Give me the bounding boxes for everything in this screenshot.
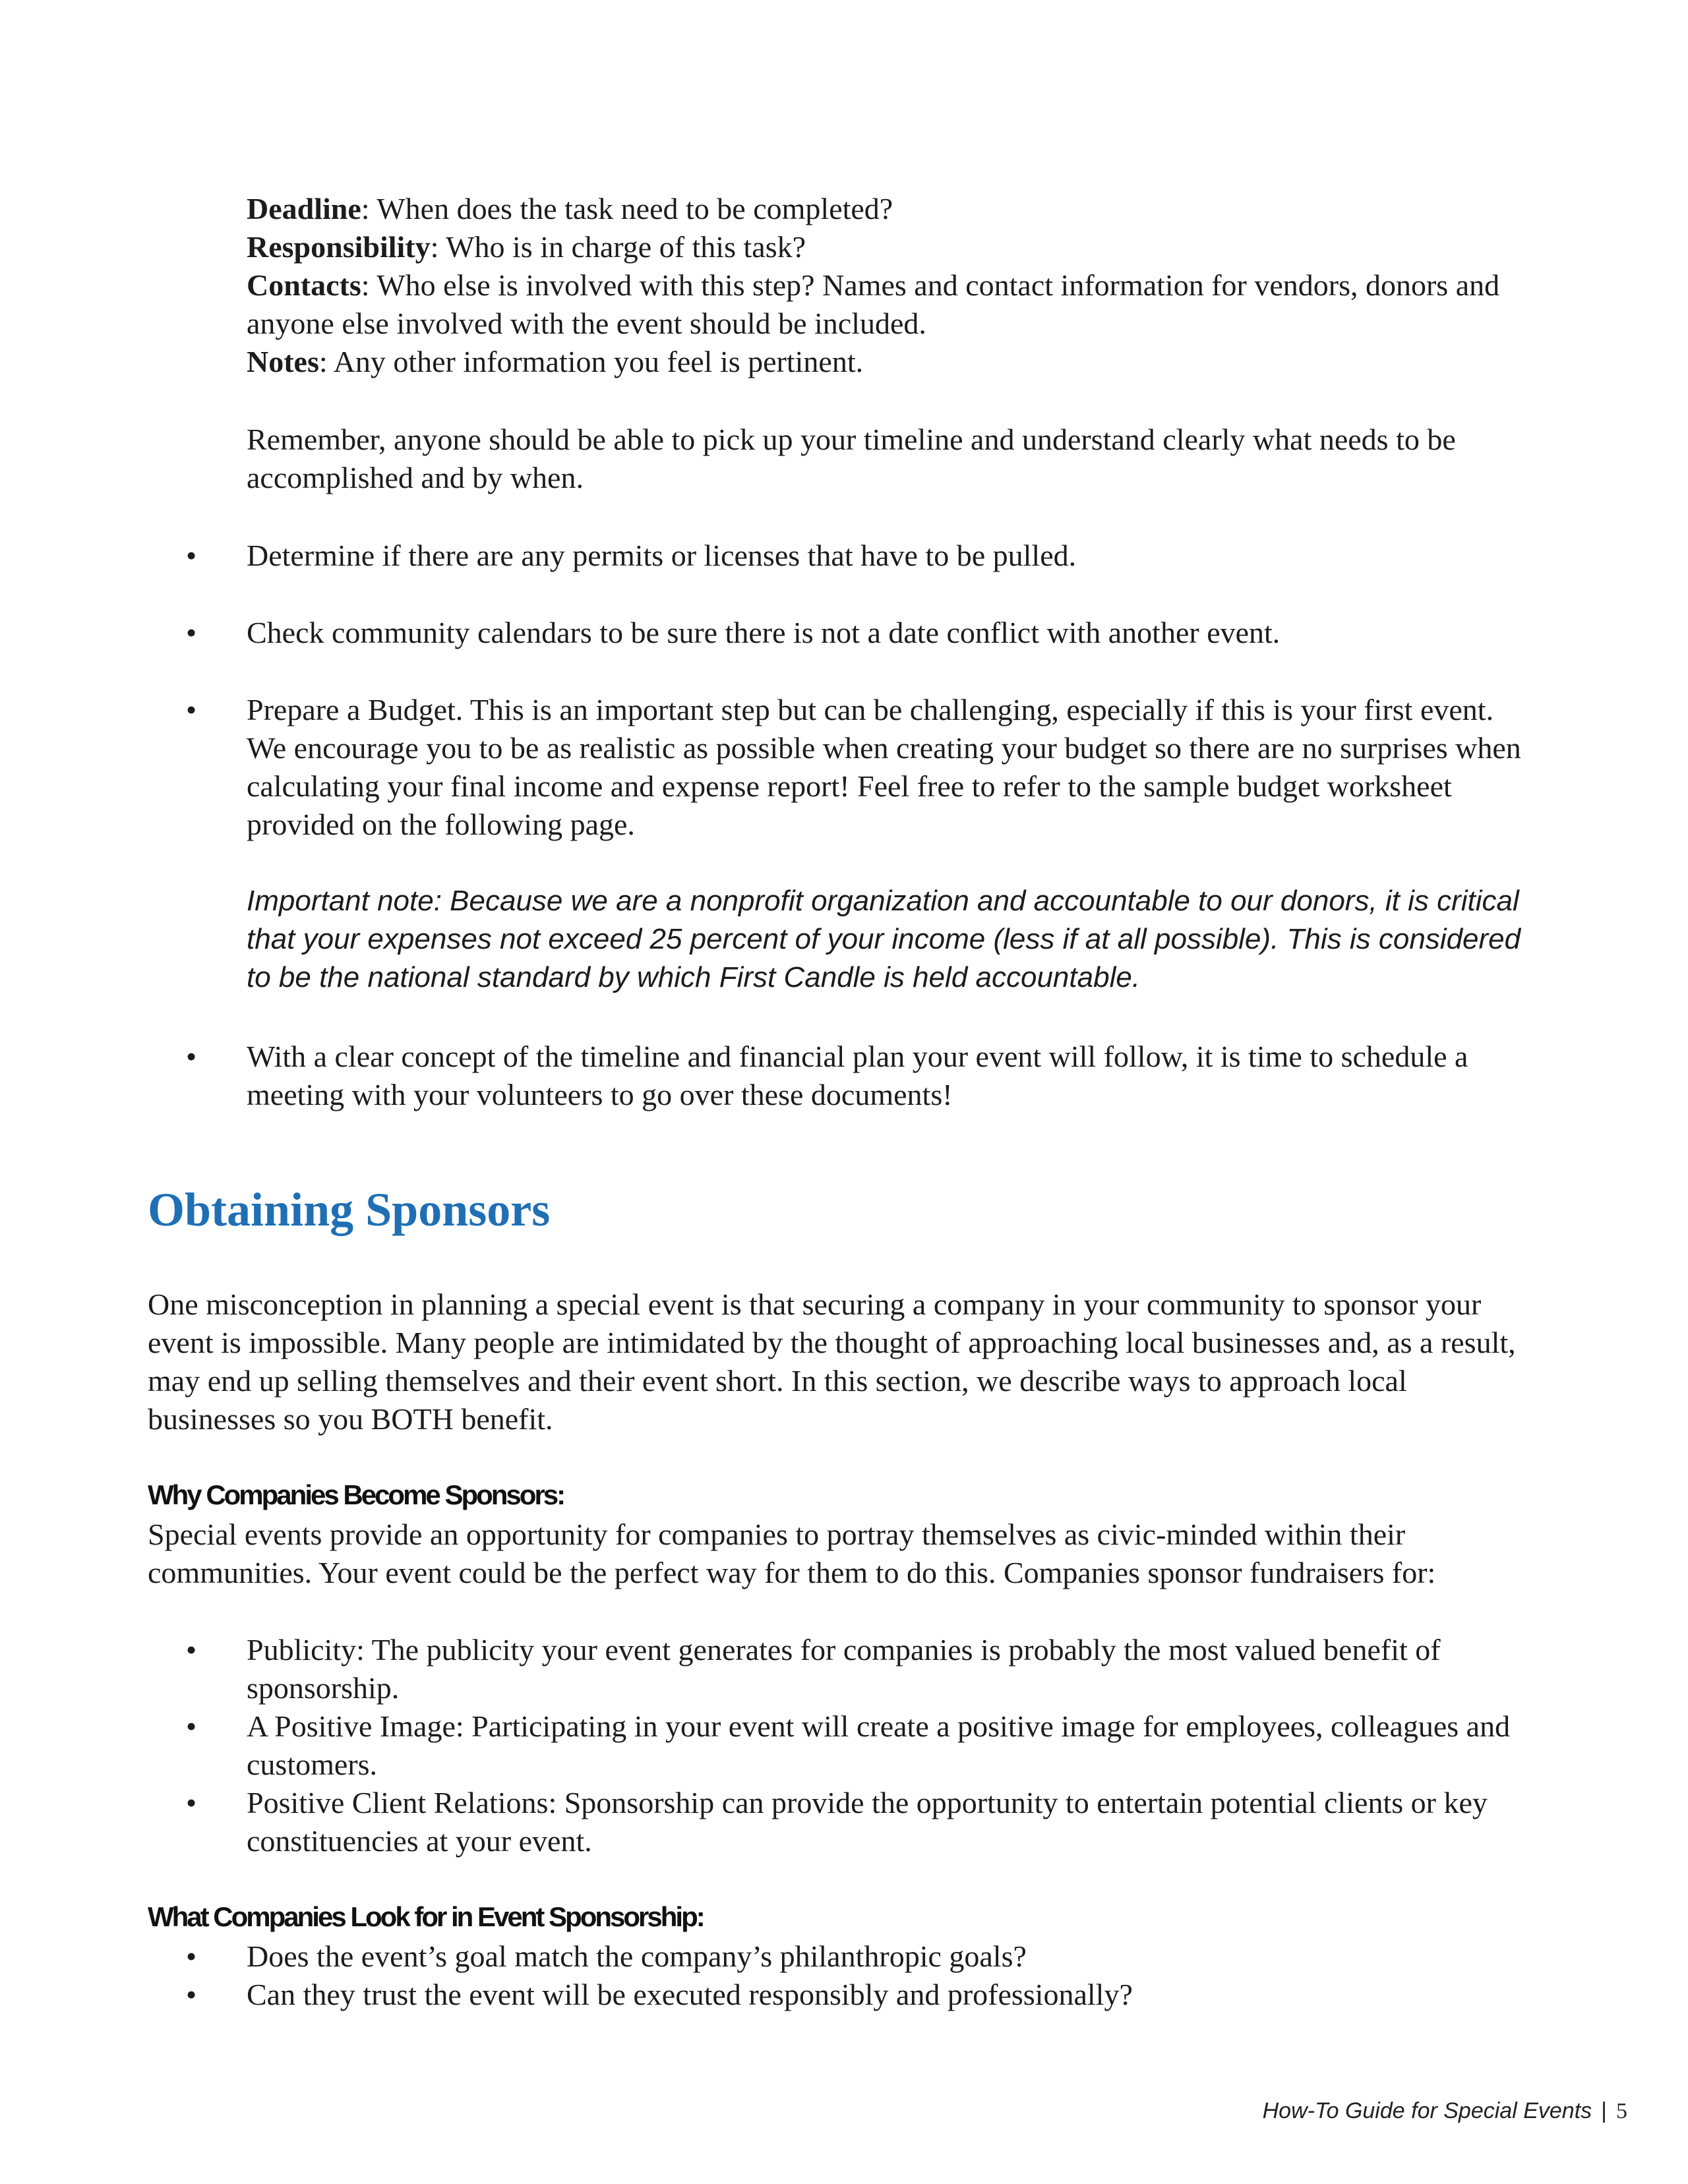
bullet-icon: •	[186, 1978, 197, 2011]
why-heading: Why Companies Become Sponsors:	[148, 1479, 564, 1510]
list-item-text: A Positive Image: Participating in your event will create a positive image for employees, colleagues and customers.	[247, 1709, 1511, 1781]
bullet-icon: •	[186, 1786, 197, 1819]
field-label: Contacts	[247, 268, 361, 302]
important-note: Important note: Because we are a nonprofit organization and accountable to our donors, it is critical that your expenses not exceed 25 percent of your income (less if at all possible). This is considered to be the national standard by which First Candle is held accountable.	[247, 885, 1521, 993]
field-contacts	[247, 266, 1539, 343]
field-label: Responsibility	[247, 230, 431, 264]
list-item-text: Prepare a Budget. This is an important step but can be challenging, especially if this is your first event. We encourage you to be as realistic as possible when creating your budget so there are no surprises when calculating your final income and expense report! Feel free to refer to the sample budget worksheet provided on the following page.	[247, 693, 1521, 841]
list-item-text: Check community calendars to be sure there is not a date conflict with another event.	[247, 616, 1281, 649]
page-footer	[1263, 2096, 1627, 2126]
footer-title: How-To Guide for Special Events	[1262, 2098, 1592, 2123]
field-text: Who else is involved with this step? Names and contact information for vendors, donors and anyone else involved with the event should be included.	[247, 268, 1500, 340]
field-responsibility	[247, 228, 1539, 266]
bullet-icon: •	[186, 1040, 197, 1073]
list-item-text: Publicity: The publicity your event generates for companies is probably the most valued benefit of sponsorship.	[247, 1633, 1441, 1705]
field-deadline	[247, 190, 1539, 228]
bullet-icon: •	[186, 1709, 197, 1743]
field-separator: :	[318, 345, 334, 378]
bullet-icon: •	[186, 693, 197, 726]
bullet-icon: •	[186, 1939, 197, 1973]
field-separator: :	[361, 268, 377, 302]
section-intro: One misconception in planning a special event is that securing a company in your community to sponsor your event is impossible. Many people are intimidated by the thought of approaching local businesses and, as a result, may end up selling themselves and their event short. In this section, we describe ways to approach local businesses so you BOTH benefit.	[148, 1287, 1516, 1436]
timeline-fields	[247, 190, 1539, 381]
list-item-text: Positive Client Relations: Sponsorship can provide the opportunity to entertain potential clients or key constituencies at your event.	[247, 1786, 1488, 1858]
bullet-icon: •	[186, 616, 197, 649]
field-text: Any other information you feel is pertinent.	[333, 345, 864, 378]
page-number: 5	[1616, 2099, 1627, 2123]
list-item-text: Does the event’s goal match the company’s philanthropic goals?	[247, 1939, 1027, 1973]
footer-separator: |	[1601, 2098, 1607, 2123]
bullet-icon: •	[186, 539, 197, 572]
remember-paragraph: Remember, anyone should be able to pick up your timeline and understand clearly what needs to be accomplished and by when.	[247, 423, 1456, 494]
bullet-icon: •	[186, 1633, 197, 1667]
field-label: Notes	[247, 345, 319, 378]
field-text: Who is in charge of this task?	[446, 230, 806, 264]
field-separator: :	[361, 192, 377, 225]
list-item-text: Determine if there are any permits or licenses that have to be pulled.	[247, 539, 1077, 572]
field-separator: :	[430, 230, 446, 264]
section-heading: Obtaining Sponsors	[148, 1183, 551, 1236]
what-heading: What Companies Look for in Event Sponsorship:	[148, 1901, 704, 1932]
list-item-text: Can they trust the event will be executed responsibly and professionally?	[247, 1978, 1133, 2011]
field-notes	[247, 343, 1539, 381]
field-label: Deadline	[247, 192, 361, 225]
list-item-text: With a clear concept of the timeline and financial plan your event will follow, it is time to schedule a meeting with your volunteers to go over these documents!	[247, 1040, 1468, 1111]
why-paragraph: Special events provide an opportunity for companies to portray themselves as civic-minded within their communities. Your event could be the perfect way for them to do this. Companies sponsor fundraisers for:	[148, 1518, 1436, 1589]
field-text: When does the task need to be completed?	[377, 192, 893, 225]
